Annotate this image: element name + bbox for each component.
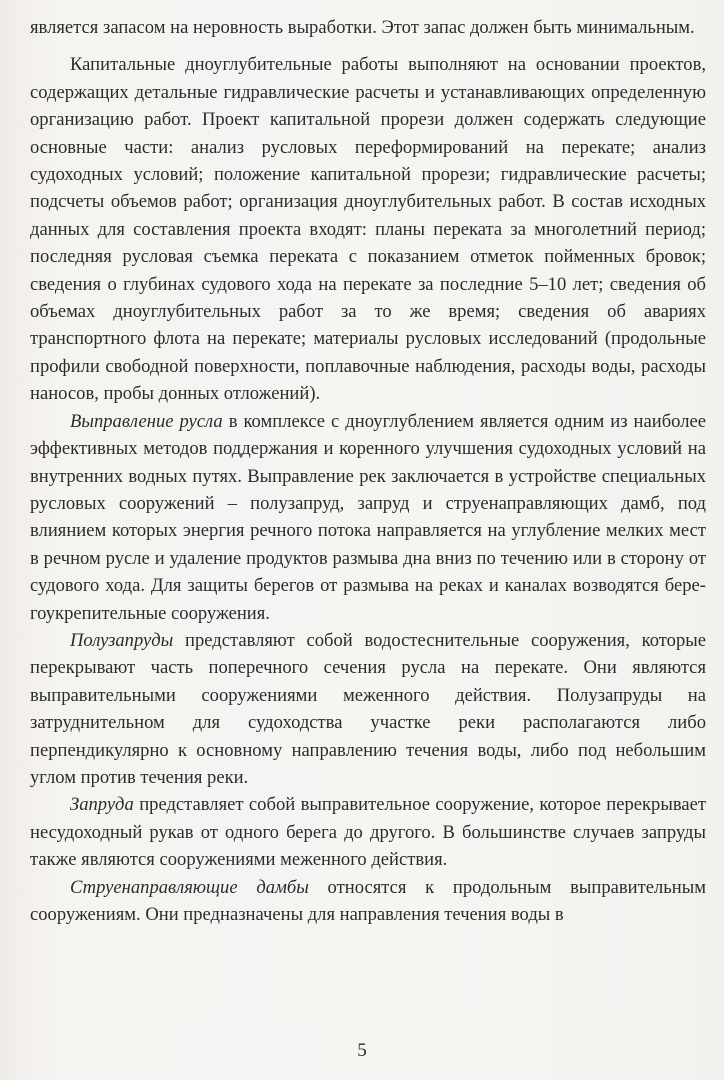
paragraph-channel-regulation: [30, 408, 706, 627]
paragraph-dam: [30, 791, 706, 873]
term-channel-regulation: Выправление русла: [70, 410, 223, 432]
paragraph-text: относятся к продольным выправительным сооружениям. Они предназначены для направления течения воды в: [30, 876, 706, 925]
paragraph-groynes: [30, 627, 706, 791]
term-groynes: Полузапруды: [70, 629, 174, 651]
term-dam: Запруда: [70, 794, 134, 816]
paragraph-text: представляет собой выправительное сооружение, которое перекрывает несудоходный рукав от одного берега до другого. В большинстве случаев запруды также являются сооружениями меженного действия.: [30, 794, 706, 871]
paragraph-text: в комплексе с дноуглублением является одним из наиболее эффективных методов поддержания и коренного улучшения судоходных условий на внутренних водных путях. Выправление рек заключается в устройстве специальных русловых сооружений – полузапруд, запруд и струенаправляющих дамб, под влиянием которых энергия речного потока направляется на углубление мелких мест в речном русле и удаление продуктов размыва дна вниз по течению или в сторону от судового хода. Для защиты берегов от размыва на реках и каналах возводятся берегоукрепительные сооружения.: [30, 410, 706, 624]
paragraph-guide-dikes: [30, 874, 706, 929]
paragraph-text: Капитальные дноуглубительные работы выполняют на основании проектов, содержащих детальные гидравлические расчеты и устанавливающих определенную организацию работ. Проект капитальной прорези должен содержать следующие основные части: анализ русловых переформирований на перекате; анализ судоходных условий; положение капитальной прорези; гидравлические расчеты; подсчеты объемов работ; организация дноуглубительных работ. В состав исходных данных для составления проекта входят: планы переката за многолетний период; последняя русловая съемка переката с показанием отметок пойменных бровок; сведения о глубинах судового хода на перекате за последние 5–10 лет; сведения об объемах дноуглубительных работ за то же время; сведения об авариях транспортного флота на перекате; материалы русловых исследований (продольные профили свободной поверхности, поплавочные наблюдения, расходы воды, расходы наносов, пробы донных отложений).: [30, 54, 706, 405]
paragraph-gap: [30, 41, 706, 51]
paragraph-capital-dredging: [30, 51, 706, 407]
page-number: 5: [357, 1040, 367, 1061]
paragraph-text: представляют собой водостеснительные сооружения, которые перекрывают часть поперечного сечения русла на перекате. Они являются выправительными сооружениями меженного действия. Полузапруды на затруднительном для судоходства участке реки располагаются либо перпендикулярно к основному направлению течения воды, либо под небольшим углом против течения реки.: [30, 629, 706, 788]
paragraph-continuation: [30, 14, 706, 41]
paragraph-text: является запасом на неровность выработки. Этот запас должен быть минимальным.: [30, 17, 695, 38]
term-guide-dikes: Струенаправляющие дамбы: [70, 876, 309, 898]
